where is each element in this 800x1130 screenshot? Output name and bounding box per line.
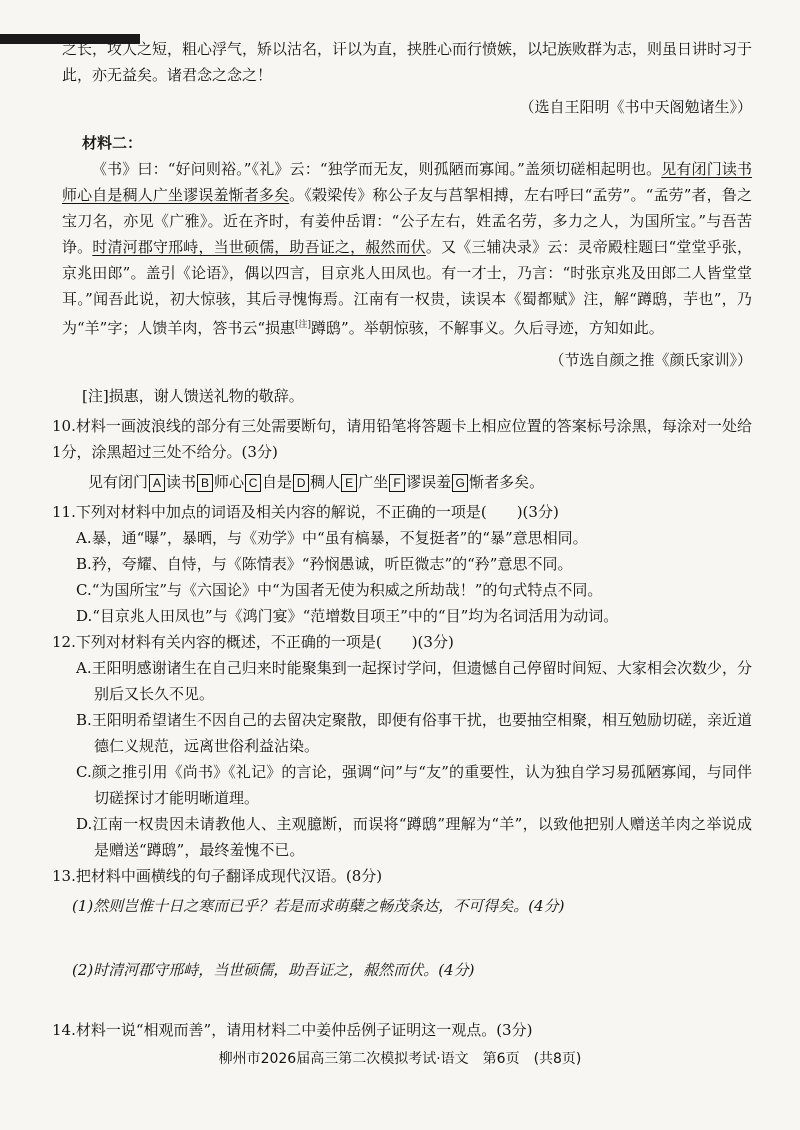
passage2-seg1: 《书》曰：“好问则裕。”《礼》云：“独学而无友，则孤陋而寡闻。”盖须切磋相起明也。	[92, 160, 662, 178]
passage2-seg5: 。又《三辅决录》云：灵帝殿柱题曰“堂堂乎张，京兆田郎”。盖引《论语》，偶以四言，目京兆人田凤也。有一才士，乃言：“时张京兆及田郎二人皆堂堂耳。”闻吾此说，初大惊骇，其后寻愧悔焉。江南有一权贵，读误本《蜀都赋》注，解“蹲鸱，芋也”，乃为“羊”字；人馈羊肉，答书云“损惠	[62, 238, 752, 337]
question-11-stem: 11.下列对材料中加点的词语及相关内容的解说，不正确的一项是( )(3分)	[52, 503, 559, 521]
question-11-option-b[interactable]: B.矜，夸耀、自恃，与《陈情表》“矜悯愚诚，听臣微志”的“矜”意思不同。	[76, 555, 573, 573]
answer-box-d[interactable]: D	[293, 474, 309, 492]
q10-part: 惭者多矣。	[469, 473, 545, 491]
answer-box-g[interactable]: G	[452, 474, 468, 492]
q10-part: 见有闭门	[88, 473, 149, 491]
passage2-text	[62, 156, 752, 341]
footnote-marker: [注]	[295, 320, 312, 330]
passage1-tail: 之长，攻人之短，粗心浮气，矫以沽名，讦以为直，挟胜心而行愤嫉，以圮族败群为志，则虽日讲时习于此，亦无益矣。诸君念之念之！	[62, 40, 753, 84]
q10-part: 稠人	[310, 473, 341, 491]
question-11-option-c[interactable]: C.“为国所宝”与《六国论》中“为国者无使为积威之所劫哉！”的句式特点不同。	[76, 581, 603, 599]
question-10-stem: 10.材料一画波浪线的部分有三处需要断句，请用铅笔将答题卡上相应位置的答案标号涂黑，每涂对一处给1分，涂黑超过三处不给分。(3分)	[52, 417, 752, 461]
underlined-sentence: 时清河郡守邢峙，当世硕儒，助吾证之，赧然而伏	[92, 238, 426, 256]
passage2-note: [注]损惠，谢人馈送礼物的敬辞。	[82, 387, 304, 405]
exam-content	[52, 36, 753, 1043]
answer-box-a[interactable]: A	[149, 474, 165, 492]
question-13-sub-1: (1)然则岂惟十日之寒而已乎？若是而求萌蘖之畅茂条达，不可得矣。(4分)	[72, 897, 565, 915]
passage1-source: （选自王阳明《书中天阁勉诸生》）	[519, 98, 752, 116]
q10-part: 自是	[262, 473, 293, 491]
passage2-heading: 材料二：	[82, 134, 143, 152]
passage2-source: （节选自颜之推《颜氏家训》）	[549, 351, 752, 369]
q10-part: 广坐	[358, 473, 389, 491]
q10-part: 师心	[214, 473, 245, 491]
answer-space-13-2[interactable]	[62, 983, 752, 1017]
q10-part: 读书	[166, 473, 197, 491]
answer-space-13-1[interactable]	[62, 919, 752, 953]
answer-box-c[interactable]: C	[245, 474, 261, 492]
answer-box-b[interactable]: B	[197, 474, 213, 492]
question-12-option-c[interactable]: C.颜之推引用《尚书》《礼记》的言论，强调“问”与“友”的重要性，认为独自学习易孤陋寡闻，与同伴切磋探讨才能明晰道理。	[76, 763, 752, 807]
passage2-seg6: 蹲鸱”。举朝惊骇，不解事义。久后寻迹，方知如此。	[311, 319, 664, 337]
question-11-option-a[interactable]: A.暴，通“曝”，暴晒，与《劝学》中“虽有槁暴，不复挺者”的“暴”意思相同。	[76, 529, 588, 547]
q10-part: 谬误羞	[406, 473, 452, 491]
question-12-option-d[interactable]: D.江南一权贵因未请教他人、主观臆断，而误将“蹲鸱”理解为“羊”，以致他把别人赠送羊肉之举说成是赠送“蹲鸱”，最终羞愧不已。	[76, 815, 752, 859]
question-12-option-a[interactable]: A.王阳明感谢诸生在自己归来时能聚集到一起探讨学问，但遗憾自己停留时间短、大家相会次数少，分别后又长久不见。	[76, 659, 752, 703]
question-14-stem: 14.材料一说“相观而善”，请用材料二中姜仲岳例子证明这一观点。(3分)	[52, 1021, 533, 1039]
question-13-sub-2: (2)时清河郡守邢峙，当世硕儒，助吾证之，赧然而伏。(4分)	[72, 961, 475, 979]
question-13-stem: 13.把材料中画横线的句子翻译成现代汉语。(8分)	[52, 867, 383, 885]
question-11-option-d[interactable]: D.“目京兆人田凤也”与《鸿门宴》“范增数目项王”中的“目”均为名词活用为动词。	[76, 607, 619, 625]
wavy-underlined-sentence: 见有闭门读书师心自是稠人广坐谬误羞惭者多矣	[62, 160, 752, 204]
page-footer: 柳州市2026届高三第二次模拟考试·语文 第6页 (共8页)	[218, 1051, 582, 1067]
question-12-stem: 12.下列对材料有关内容的概述，不正确的一项是( )(3分)	[52, 633, 454, 651]
answer-box-e[interactable]: E	[341, 474, 357, 492]
passage2-seg3: 。《榖梁传》称公子友与莒挐相搏，左右呼曰“孟劳”。“孟劳”者，鲁之宝刀名，亦见《广雅》。近在齐时，有姜仲岳谓：“公子左右，姓孟名劳，多力之人，为国所宝。”与吾苦诤。	[62, 186, 752, 256]
question-12-option-b[interactable]: B.王阳明希望诸生不因自己的去留决定聚散，即便有俗事干扰，也要抽空相聚，相互勉励切磋，亲近道德仁义规范，远离世俗利益沾染。	[76, 711, 752, 755]
answer-box-f[interactable]: F	[389, 474, 405, 492]
question-10-sentence	[88, 469, 752, 495]
